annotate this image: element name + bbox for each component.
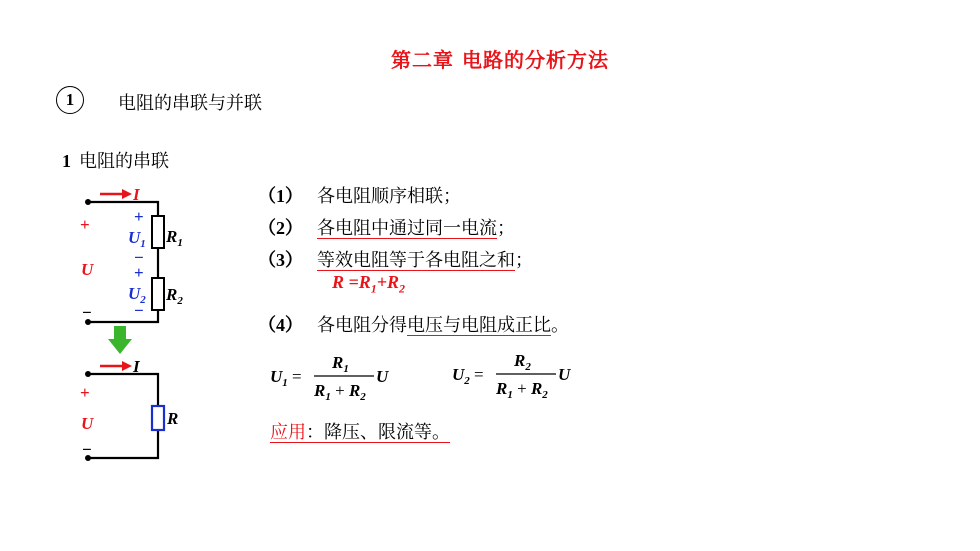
item-tail: ； — [515, 250, 533, 271]
u1-tail: U — [376, 367, 389, 386]
chapter-title: 第二章 电路的分析方法 — [391, 48, 609, 72]
u1-numerator: $R_1$ — [332, 353, 349, 375]
property-item-1 — [258, 182, 461, 208]
source-voltage-label: U — [81, 260, 94, 279]
u2-tail: U — [558, 365, 571, 384]
application-note — [270, 418, 450, 444]
property-item-2 — [258, 214, 515, 240]
section-number-circle: 1 — [56, 86, 84, 114]
item-tail: 。 — [551, 315, 569, 336]
eq-top-wire — [88, 374, 158, 406]
r1-label: $R_1$ — [166, 227, 183, 249]
u1-denominator: $R_1 + R_2$ — [314, 381, 366, 403]
source-plus: + — [80, 215, 90, 234]
subsection-text: 电阻的串联 — [79, 151, 169, 172]
eq-source-minus: − — [82, 440, 92, 459]
voltage-divider-formulas — [262, 348, 592, 408]
u1-minus: − — [134, 248, 144, 267]
item-mark: （3） — [258, 250, 303, 270]
subsection-title — [62, 147, 169, 173]
resistor-r2 — [152, 278, 164, 310]
equivalent-circuit-diagram — [70, 352, 210, 464]
current-label: I — [133, 185, 140, 204]
item-text: 各电阻中通过同一电流 — [317, 218, 497, 239]
eq-source-plus: + — [80, 383, 90, 402]
section-title: 电阻的串联与并联 — [118, 93, 262, 114]
subsection-number: 1 — [62, 151, 71, 171]
equivalent-resistance-formula: $R =R_1+R_2$ — [332, 272, 406, 296]
terminal-top — [85, 199, 91, 205]
eq-current-label: I — [133, 357, 140, 376]
item-mark: （2） — [258, 218, 303, 238]
item-mark: （4） — [258, 315, 303, 335]
series-circuit-diagram — [70, 180, 210, 325]
bottom-wire — [88, 310, 158, 322]
current-arrow-icon — [100, 189, 132, 199]
u2-numerator: $R_2$ — [514, 351, 531, 373]
eq-terminal-top — [85, 371, 91, 377]
eq-bottom-wire — [88, 430, 158, 458]
eq-current-arrow-icon — [100, 361, 132, 371]
item-text: 等效电阻等于各电阻之和 — [317, 250, 515, 271]
u1-plus: + — [134, 207, 144, 226]
item-text: 电压与电阻成正比 — [407, 315, 551, 336]
source-minus: − — [82, 303, 92, 322]
u2-minus: − — [134, 301, 144, 320]
u1-lhs: $U_1$ = — [270, 367, 302, 389]
property-item-3 — [258, 246, 533, 272]
r2-label: $R_2$ — [166, 285, 183, 307]
u2-label: $U_2$ — [128, 284, 146, 306]
application-text: ：降压、限流等。 — [306, 422, 450, 443]
top-wire — [88, 202, 158, 216]
u2-plus: + — [134, 263, 144, 282]
application-label: 应用 — [270, 422, 306, 443]
item-text: 各电阻顺序相联； — [317, 186, 461, 207]
item-mark: （1） — [258, 186, 303, 206]
u2-lhs: $U_2$ = — [452, 365, 484, 387]
resistor-r1 — [152, 216, 164, 248]
u2-denominator: $R_1 + R_2$ — [496, 379, 548, 401]
u1-label: $U_1$ — [128, 228, 146, 250]
item-tail: ； — [497, 218, 515, 239]
property-item-4 — [258, 311, 569, 337]
eq-voltage-label: U — [81, 414, 94, 433]
resistor-r — [152, 406, 164, 430]
r-label: R — [167, 409, 179, 428]
item-text-pre: 各电阻分得 — [317, 315, 407, 336]
